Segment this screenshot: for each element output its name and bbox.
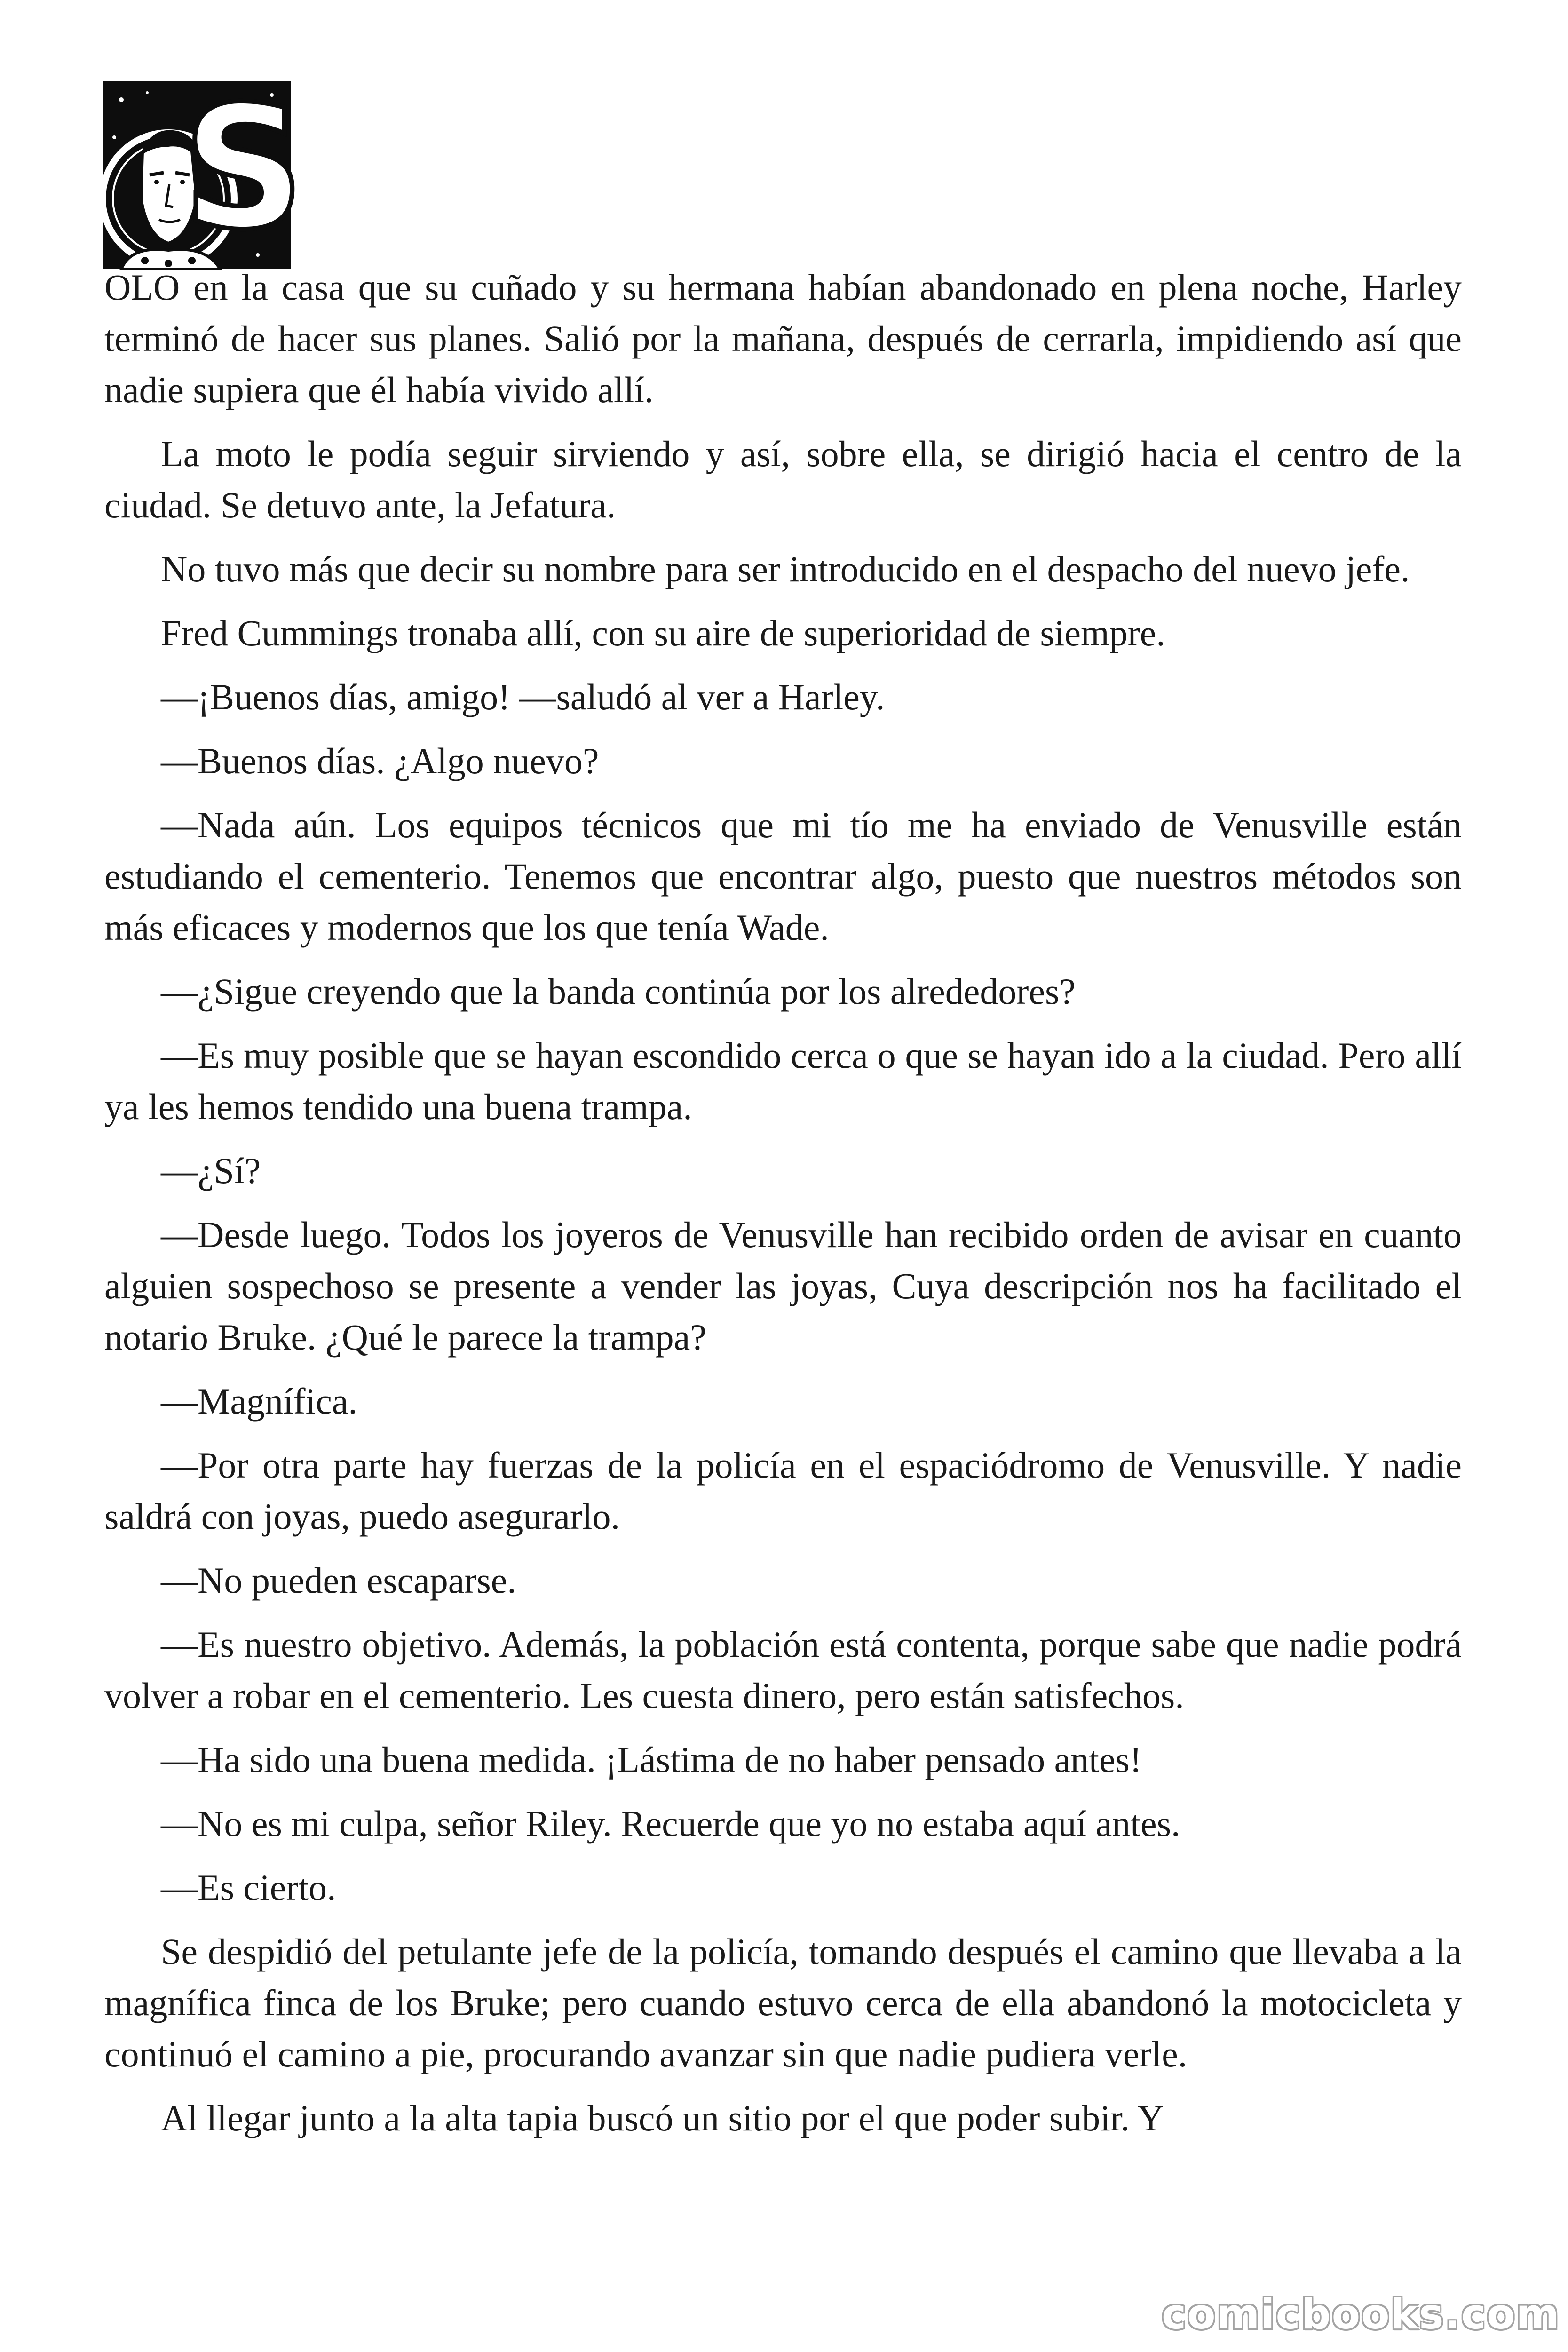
dialogue-line: —¿Sigue creyendo que la banda continúa por los alrededores? <box>161 971 1076 1012</box>
paragraph: Al llegar junto a la alta tapia buscó un sitio por el que poder subir. Y <box>161 2098 1164 2138</box>
drop-cap-illustration <box>103 70 305 269</box>
paragraph: No tuvo más que decir su nombre para ser introducido en el despacho del nuevo jefe. <box>161 548 1410 589</box>
paragraph: Fred Cummings tronaba allí, con su aire de superioridad de siempre. <box>161 612 1165 653</box>
dialogue-line: —Buenos días. ¿Algo nuevo? <box>161 740 599 781</box>
dialogue-line: —No pueden escaparse. <box>161 1560 516 1601</box>
dialogue-line: —Nada aún. Los equipos técnicos que mi tío me ha enviado de Venusville están estudiando el cementerio. Tenemos que encontrar algo, puesto que nuestros métodos son más eficaces y modernos que los que tenía Wade. <box>104 804 1462 948</box>
astronaut-portrait-drop-cap-icon <box>103 70 305 269</box>
body-text <box>104 262 1462 2156</box>
paragraph: Se despidió del petulante jefe de la policía, tomando después el camino que llevaba a la magnífica finca de los Bruke; pero cuando estuvo cerca de ella abandonó la motocicleta y continuó el camino a pie, procurando avanzar sin que nadie pudiera verle. <box>104 1931 1462 2074</box>
paragraph: OLO en la casa que su cuñado y su hermana habían abandonado en plena noche, Harley terminó de hacer sus planes. Salió por la mañana, después de cerrarla, impidiendo así que nadie supiera que él había vivido allí. <box>104 267 1462 410</box>
dialogue-line: —Es nuestro objetivo. Además, la población está contenta, porque sabe que nadie podrá volver a robar en el cementerio. Les cuesta dinero, pero están satisfechos. <box>104 1624 1462 1716</box>
dialogue-line: —¿Sí? <box>161 1150 261 1191</box>
dialogue-line: —¡Buenos días, amigo! —saludó al ver a Harley. <box>161 676 885 717</box>
dialogue-line: —Desde luego. Todos los joyeros de Venusville han recibido orden de avisar en cuanto alguien sospechoso se presente a vender las joyas, Cuya descripción nos ha facilitado el notario Bruke. ¿Qué le parece la trampa? <box>104 1214 1462 1358</box>
drop-cap-letter: S <box>182 70 305 267</box>
dialogue-line: —No es mi culpa, señor Riley. Recuerde que yo no estaba aquí antes. <box>161 1803 1180 1844</box>
dialogue-line: —Magnífica. <box>161 1381 358 1422</box>
watermark-text: comicbooks.com <box>1162 2290 1560 2338</box>
dialogue-line: —Es muy posible que se hayan escondido cerca o que se hayan ido a la ciudad. Pero allí ya les hemos tendido una buena trampa. <box>104 1035 1462 1127</box>
dialogue-line: —Ha sido una buena medida. ¡Lástima de no haber pensado antes! <box>161 1739 1142 1780</box>
paragraph: La moto le podía seguir sirviendo y así, sobre ella, se dirigió hacia el centro de la ciudad. Se detuvo ante, la Jefatura. <box>104 433 1462 525</box>
dialogue-line: —Por otra parte hay fuerzas de la policía en el espaciódromo de Venusville. Y nadie saldrá con joyas, puedo asegurarlo. <box>104 1445 1462 1537</box>
dialogue-line: —Es cierto. <box>161 1867 336 1908</box>
